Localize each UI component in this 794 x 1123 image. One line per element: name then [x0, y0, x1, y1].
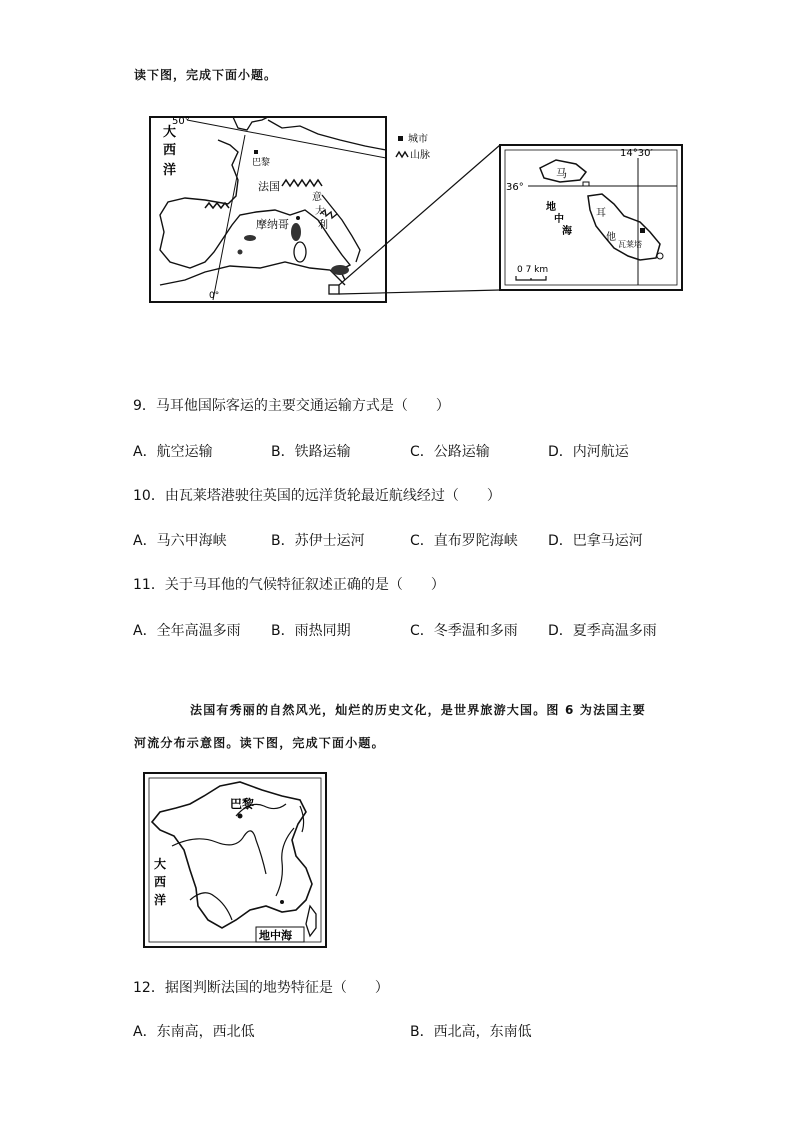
france-rivers-map-figure: [0, 760, 794, 960]
atlantic-label-3: 洋: [154, 893, 167, 907]
valletta-harbour: [657, 253, 663, 259]
atlantic-label-1: 大: [154, 857, 167, 871]
italy-label-2: 大: [315, 206, 325, 217]
question-9: 9．马耳他国际客运的主要交通运输方式是（ ）: [133, 398, 450, 414]
italy-label-3: 利: [318, 220, 328, 231]
valletta-marker: [640, 228, 645, 233]
q11-option-c[interactable]: C．冬季温和多雨: [410, 623, 518, 639]
paris-label: 巴黎: [252, 158, 271, 168]
france-west-coast: [218, 140, 238, 204]
q11-option-b[interactable]: B．雨热同期: [271, 623, 351, 639]
paris-label: 巴黎: [230, 797, 255, 811]
legend-mountain-label: 山脉: [410, 150, 430, 161]
alps-mountains: [282, 180, 322, 186]
connector-line-top: [339, 145, 500, 285]
monaco-marker: [296, 216, 300, 220]
legend-city-label: 城市: [408, 134, 428, 145]
q10-option-c[interactable]: C．直布罗陀海峡: [410, 533, 518, 549]
lon-label: 14°30′: [620, 148, 653, 159]
france-label: 法国: [258, 180, 280, 193]
paris-marker: [254, 150, 258, 154]
legend-city-symbol: [398, 136, 403, 141]
q10-option-b[interactable]: B．苏伊士运河: [271, 533, 365, 549]
passage-line-2: 河流分布示意图。读下图，完成下面小题。: [134, 736, 385, 750]
q12-option-b[interactable]: B．西北高，东南低: [410, 1024, 532, 1040]
corsica-island: [291, 223, 301, 241]
sea-label-3: 海: [562, 226, 572, 237]
q10-option-d[interactable]: D．巴拿马运河: [548, 533, 643, 549]
loire-river: [172, 831, 266, 874]
lat-50-line: [187, 120, 386, 158]
iberia-coast: [160, 198, 256, 268]
atlantic-label-1: 大: [163, 125, 177, 140]
prime-meridian: [213, 135, 245, 300]
malta-location-box: [329, 285, 339, 294]
pyrenees-mountains: [205, 203, 229, 208]
city-marker: [280, 900, 284, 904]
atlantic-label-2: 西: [163, 143, 177, 158]
med-label: 地中海: [259, 929, 292, 942]
question-11: 11．关于马耳他的气候特征叙述正确的是（ ）: [133, 577, 445, 593]
sea-label-1: 地: [546, 202, 556, 213]
malta-label-1: 耳: [596, 208, 606, 219]
paris-marker: [238, 814, 243, 819]
q11-option-a[interactable]: A．全年高温多雨: [133, 623, 241, 639]
scale-bar: [516, 276, 546, 280]
sea-label-2: 中: [554, 214, 564, 225]
malta-island: [588, 194, 660, 260]
malta-label-2: 他: [606, 232, 616, 243]
britain-coast: [233, 117, 268, 130]
q12-option-a[interactable]: A．东南高，西北低: [133, 1024, 255, 1040]
q9-option-d[interactable]: D．内河航运: [548, 444, 629, 460]
question-10: 10．由瓦莱塔港驶往英国的远洋货轮最近航线经过（ ）: [133, 488, 501, 504]
sardinia-island: [294, 242, 306, 262]
q9-option-b[interactable]: B．铁路运输: [271, 444, 351, 460]
scale-label: 0 7 km: [517, 265, 549, 275]
connector-line-bottom: [339, 290, 500, 294]
comino-island: [583, 182, 589, 186]
valletta-label: 瓦莱塔: [618, 240, 642, 249]
small-island: [238, 250, 243, 255]
balearic-island: [244, 235, 256, 241]
sicily-island: [331, 265, 349, 275]
corsica-island: [306, 906, 316, 936]
atlantic-label-3: 洋: [163, 163, 177, 178]
north-coast: [268, 120, 386, 150]
intro-text: 读下图，完成下面小题。: [134, 68, 278, 82]
gozo-label: 马: [556, 167, 567, 180]
lat-50-label: 50°: [172, 116, 190, 127]
europe-malta-map-figure: [0, 0, 794, 320]
legend-mountain-symbol: [396, 152, 408, 157]
passage-line-1: 法国有秀丽的自然风光，灿烂的历史文化，是世界旅游大国。图 6 为法国主要: [190, 703, 646, 717]
monaco-label: 摩纳哥: [256, 218, 289, 231]
q9-option-c[interactable]: C．公路运输: [410, 444, 490, 460]
north-africa-coast: [160, 262, 345, 285]
atlantic-label-2: 西: [154, 875, 167, 889]
lon-0-label: 0°: [209, 291, 220, 301]
q11-option-d[interactable]: D．夏季高温多雨: [548, 623, 657, 639]
italy-label-1: 意: [312, 192, 322, 203]
question-12: 12．据图判断法国的地势特征是（ ）: [133, 980, 389, 996]
rhone-river: [276, 828, 294, 896]
lat-label: 36°: [506, 182, 524, 193]
q9-option-a[interactable]: A．航空运输: [133, 444, 213, 460]
q10-option-a[interactable]: A．马六甲海峡: [133, 533, 227, 549]
